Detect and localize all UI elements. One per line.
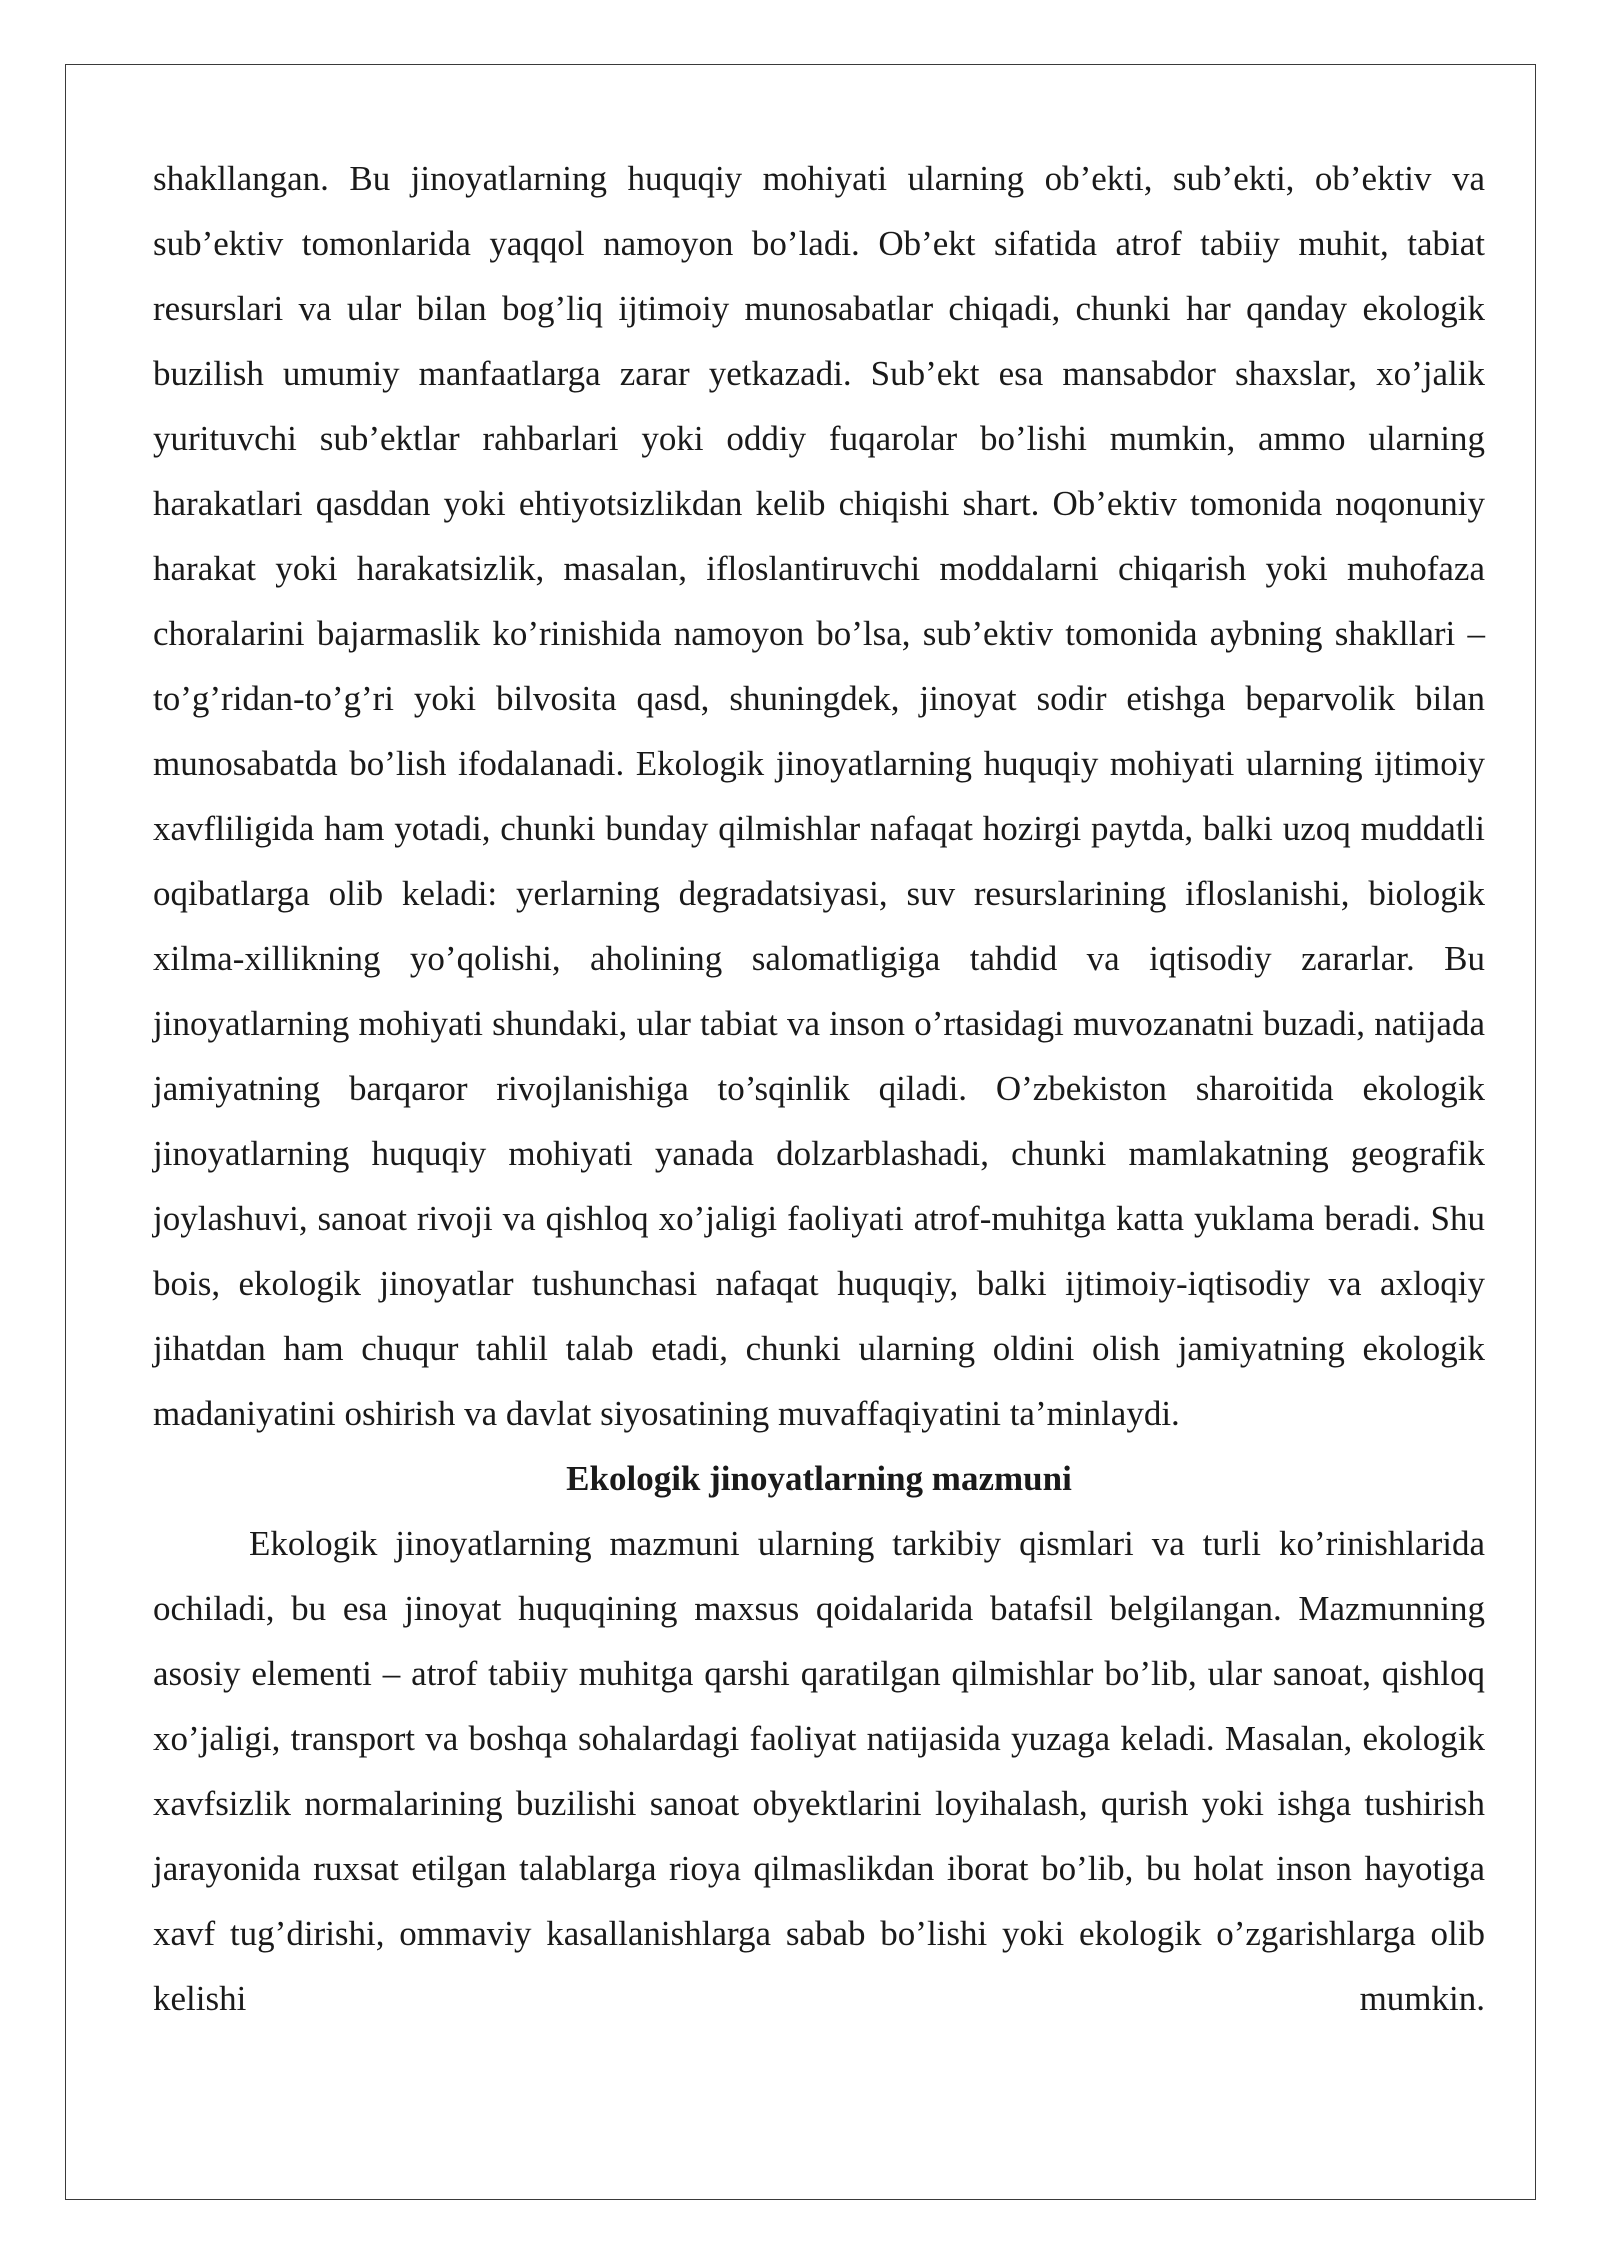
section-heading: Ekologik jinoyatlarning mazmuni <box>566 1459 1072 1498</box>
body-paragraph: shakllangan. Bu jinoyatlarning huquqiy mohiyati ularning ob’ekti, sub’ekti, ob’ektiv va sub’ektiv tomonlarida yaqqol namoyon bo’ladi. Ob’ekt sifatida atrof tabiiy muhit, tabiat resurslari va ular bilan bog’liq ijtimoiy munosabatlar chiqadi, chunki har qanday ekologik buzilish umumiy manfaatlarga zarar yetkazadi. Sub’ekt esa mansabdor shaxslar, xo’jalik yurituvchi sub’ektlar rahbarlari yoki oddiy fuqarolar bo’lishi mumkin, ammo ularning harakatlari qasddan yoki ehtiyotsizlikdan kelib chiqishi shart. Ob’ektiv tomonida noqonuniy harakat yoki harakatsizlik, masalan, ifloslantiruvchi moddalarni chiqarish yoki muhofaza choralarini bajarmaslik ko’rinishida namoyon bo’lsa, sub’ektiv tomonida aybning shakllari – to’g’ridan-to’g’ri yoki bilvosita qasd, shuningdek, jinoyat sodir etishga beparvolik bilan munosabatda bo’lish ifodalanadi. Ekologik jinoyatlarning huquqiy mohiyati ularning ijtimoiy xavfliligida ham yotadi, chunki bunday qilmishlar nafaqat hozirgi paytda, balki uzoq muddatli oqibatlarga olib keladi: yerlarning degradatsiyasi, suv resurslarining ifloslanishi, biologik xilma-xillikning yo’qolishi, aholining salomatligiga tahdid va iqtisodiy zararlar. Bu jinoyatlarning mohiyati shundaki, ular tabiat va inson o’rtasidagi muvozanatni buzadi, natijada jamiyatning barqaror rivojlanishiga to’sqinlik qiladi. O’zbekiston sharoitida ekologik jinoyatlarning huquqiy mohiyati yanada dolzarblashadi, chunki mamlakatning geografik joylashuvi, sanoat rivoji va qishloq xo’jaligi faoliyati atrof-muhitga katta yuklama beradi. Shu bois, ekologik jinoyatlar tushunchasi nafaqat huquqiy, balki ijtimoiy-iqtisodiy va axloqiy jihatdan ham chuqur tahlil talab etadi, chunki ularning oldini olish jamiyatning ekologik madaniyatini oshirish va davlat siyosatining muvaffaqiyatini ta’minlaydi. <box>153 159 1485 1433</box>
body-paragraph: Ekologik jinoyatlarning mazmuni ularning tarkibiy qismlari va turli ko’rinishlarida ochiladi, bu esa jinoyat huquqining maxsus qoidalarida batafsil belgilangan. Mazmunning asosiy elementi – atrof tabiiy muhitga qarshi qaratilgan qilmishlar bo’lib, ular sanoat, qishloq xo’jaligi, transport va boshqa sohalardagi faoliyat natijasida yuzaga keladi. Masalan, ekologik xavfsizlik normalarining buzilishi sanoat obyektlarini loyihalash, qurish yoki ishga tushirish jarayonida ruxsat etilgan talablarga rioya qilmaslikdan iborat bo’lib, bu holat inson hayotiga xavf tug’dirishi, ommaviy kasallanishlarga sabab bo’lishi yoki ekologik o’zgarishlarga olib kelishi mumkin. <box>153 1524 1485 2018</box>
document-body <box>153 146 1485 2031</box>
